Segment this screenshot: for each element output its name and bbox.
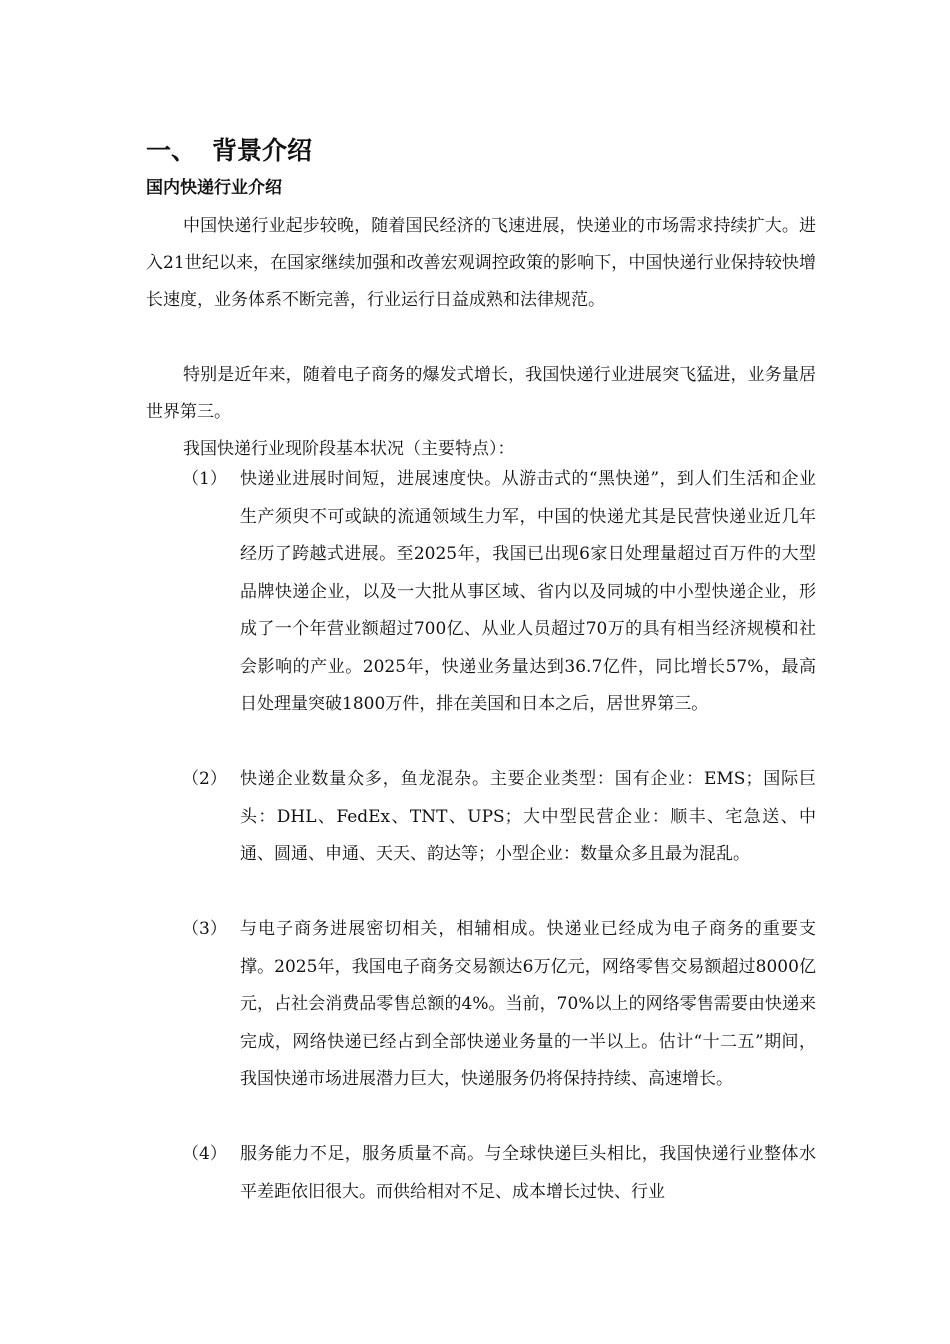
paragraph-list-lead: 我国快递行业现阶段基本状况（主要特点）： bbox=[183, 439, 515, 459]
list-item-text: 服务能力不足，服务质量不高。与全球快递巨头相比，我国快递行业整体水平差距依旧很大。而供给相对不足、成本增长过快、行业 bbox=[240, 1144, 816, 1202]
list-item-text: 快递业进展时间短，进展速度快。从游击式的“黑快递”，到人们生活和企业生产须臾不可或缺的流通领域生力军，中国的快递尤其是民营快递业近几年经历了跨越式进展。至2025年，我国已出现6家日处理量超过百万件的大型品牌快递企业，以及一大批从事区域、省内以及同城的中小型快递企业，形成了一个年营业额超过700亿、从业人员超过70万的具有相当经济规模和社会影响的产业。2025年，快递业务量达到36.7亿件，同比增长57%，最高日处理量突破1800万件，排在美国和日本之后，居世界第三。 bbox=[240, 469, 816, 714]
list-item-marker: （4） bbox=[182, 1144, 227, 1164]
list-item-text: 快递企业数量众多，鱼龙混杂。主要企业类型：国有企业：EMS；国际巨头：DHL、FedEx、TNT、UPS；大中型民营企业：顺丰、宅急送、中通、圆通、申通、天天、韵达等；小型企业：数量众多且最为混乱。 bbox=[240, 769, 816, 864]
subsection-heading: 国内快递行业介绍 bbox=[146, 178, 282, 198]
list-item-text: 与电子商务进展密切相关，相辅相成。快递业已经成为电子商务的重要支撑。2025年，我国电子商务交易额达6万亿元，网络零售交易额超过8000亿元，占社会消费品零售总额的4%。当前，70%以上的网络零售需要由快递来完成，网络快递已经占到全部快递业务量的一半以上。估计“十二五”期间，我国快递市场进展潜力巨大，快递服务仍将保持持续、高速增长。 bbox=[240, 919, 816, 1089]
list-item bbox=[146, 911, 816, 1099]
paragraph-recent-growth: 特别是近年来，随着电子商务的爆发式增长，我国快递行业进展突飞猛进，业务量居世界第三。 bbox=[146, 365, 816, 422]
section-number: 一、 bbox=[146, 136, 197, 165]
list-item-marker: （1） bbox=[182, 469, 227, 489]
section-title: 背景介绍 bbox=[212, 136, 313, 165]
list-item bbox=[146, 461, 816, 724]
section-heading bbox=[146, 132, 312, 170]
paragraph-intro: 中国快递行业起步较晚，随着国民经济的飞速进展，快递业的市场需求持续扩大。进入21世纪以来，在国家继续加强和改善宏观调控政策的影响下，中国快递行业保持较快增长速度，业务体系不断完善，行业运行日益成熟和法律规范。 bbox=[146, 216, 816, 310]
list-item-marker: （3） bbox=[182, 919, 227, 939]
list-item bbox=[146, 761, 816, 874]
list-item bbox=[146, 1136, 816, 1211]
list-item-marker: （2） bbox=[182, 769, 227, 789]
